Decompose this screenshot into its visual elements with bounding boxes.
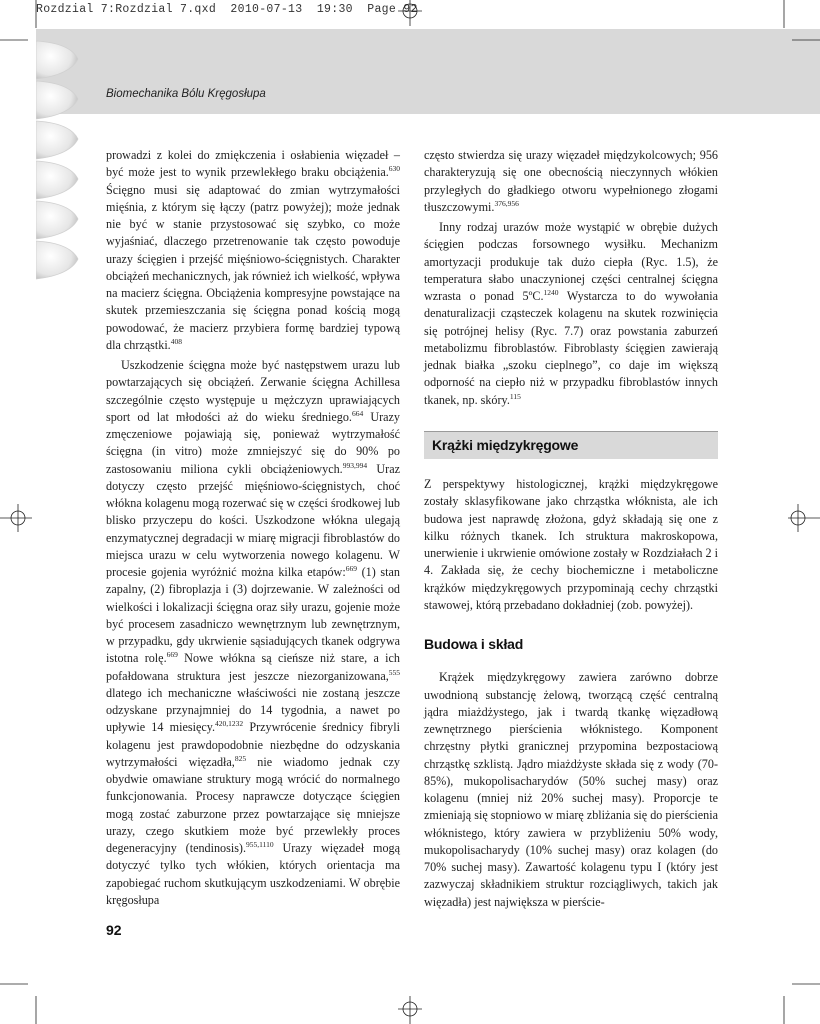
citation-reference: 115 (509, 391, 521, 401)
text-run: Wystarcza to do wywołania denaturalizacji cząsteczek kolagenu na skutek rozwinięcia się potrójnej helisy (Ryc. 7.7) oraz powstania zaburzeń metabolizmu fibroblastów. Fibroblasty ścięgien zawierają jednak białka „szoku cieplnego”, co daje im większą odporność na ciepło niż w przypadku fibroblastów innych tkanek, np. skóry. (424, 289, 718, 407)
citation-reference: 669 (345, 564, 357, 573)
text-run: Krążek międzykręgowy zawiera zarówno dobrze uwodnioną substancję żelową, tworzącą część centralną jądra miażdżystego, jak i twardą tkankę więzadłową zewnętrznego pierścienia włóknistego. Komponent chrzęstny płytki granicznej przypomina bezpostaciową chrząstkę szklistą. Jądro miażdżyste składa się z wody (70-85%), mukopolisacharydów (50% suchej masy) oraz kolagenu (mniej niż 20% suchej masy). Proporcje te zmieniają się stopniowo w miarę zbliżania się do pierścienia włóknistego, który zawiera w przybliżeniu 50% wody, mukopolisacharydy (10% suchej masy) oraz kolagen (do 70% suchej masy). Zawartość kolagenu typu I (który jest zazwyczaj składnikiem struktur rozciągliwych, takich jak więzadła) jest największa w pierście- (424, 670, 718, 909)
citation-reference: 825 (234, 753, 247, 763)
citation-reference: 408 (170, 336, 182, 346)
citation-reference: 555 (388, 667, 400, 677)
right-text-column (424, 147, 718, 911)
paragraph (106, 357, 400, 909)
section-intervertebral-discs-body (424, 476, 718, 614)
print-slug-line: Rozdzial 7:Rozdzial 7.qxd 2010-07-13 19:30 Page 92 (36, 3, 418, 16)
thumb-index-tabs (36, 29, 106, 299)
right-column-intro (424, 147, 718, 409)
citation-reference: 376,956 (494, 198, 519, 208)
text-run: Urazy więzadeł mogą dotyczyć tylko tych włókien, których orientacja ma zapobiegać ruchom skutkującym uszkodzeniami. W obrębie kręgosłupa (106, 841, 400, 907)
citation-reference: 955,1110 (246, 840, 274, 849)
section-heading-intervertebral-discs: Krążki międzykręgowe (424, 431, 718, 459)
text-run: (1) stan zapalny, (2) fibroplazja i (3) dojrzewanie. W zależności od wielkości i lokalizacji ścięgna oraz siły urazu, gojenie może być procesem zasadniczo wewnętrznym lub zewnętrznym, w przypadku, gdy ukrwienie sąsiadujących tkanek odgrywa istotna rolę. (106, 565, 400, 666)
text-run: Urazy zmęczeniowe pojawiają się, ponieważ wytrzymałość ścięgna (in vitro) może zmniejszyć się do 90% po zastosowaniu miliona cykli obciążeniowych. (106, 409, 400, 476)
section-structure-composition-body (424, 669, 718, 911)
citation-reference: 420,1232 (215, 719, 244, 729)
running-header-title: Biomechanika Bólu Kręgosłupa (106, 88, 266, 100)
text-run: Ścięgno musi się adaptować do zmian wytrzymałości mięśnia, z którym się łączy (patrz powyżej); może jednak nie być w stanie przystosować się szybko, co może wyjaśniać, dlaczego przetrenowanie tak często powoduje urazy ścięgien i przejść mięśniowo-ścięgnistych. Charakter obciążeń mechanicznych, jak również ich wielkość, wpływa na macierz ścięgna. Obciążenia kompresyjne powstające na skutek przemieszczania się ścięgna ponad kością mogą powodować, że macierz przybiera formę bardziej typową dla chrząstki. (106, 182, 400, 352)
text-run: Z perspektywy histologicznej, krążki międzykręgowe zostały sklasyfikowane jako chrząstka włóknista, ale ich budowa jest naprawdę złożona, gdyż składają się one z kilku różnych tkanek. Ich struktura makroskopowa, unerwienie i ukrwienie omówione zostały w Rozdziałach 2 i 4. Zakłada się, że cechy biochemiczne i metaboliczne krążków międzykręgowych przypominają cechy chrząstki stawowej, którą przebadano dokładniej (zob. powyżej). (424, 477, 718, 612)
page-number: 92 (106, 922, 122, 938)
citation-reference: 669 (166, 650, 178, 660)
paragraph (106, 147, 400, 354)
citation-reference: 993,994 (342, 460, 368, 470)
text-run: Uraz dotyczy często przejść mięśniowo-ścięgnistych, choć włókna kolagenu mogą rozerwać się w części środkowej lub blisko przyczepu do kości. Uszkodzone włókna ulegają enzymatycznej degradacji w miarę migracji fibroblastów do miejsca urazu w celu wytworzenia nowego kolagenu. W procesie gojenia wyróżnić można kilka etapów: (106, 461, 401, 579)
citation-reference: 664 (351, 408, 364, 418)
left-text-column (106, 147, 400, 909)
running-header-band (36, 29, 820, 114)
citation-reference: 630 (388, 164, 400, 174)
text-run: prowadzi z kolei do zmiękczenia i osłabienia więzadeł – być może jest to wynik przewlekłego braku obciążenia. (106, 148, 400, 180)
text-run: dlatego ich mechaniczne właściwości nie zostaną jeszcze odzyskane przynajmniej do 14 tygodnia, a nawet po upływie 14 miesięcy. (106, 685, 400, 735)
text-run: często stwierdza się urazy więzadeł międzykolcowych; 956 charakteryzują się one obecnością nieczynnych włókien przyległych do gładkiego otworu wypełnionego złogami tłuszczowymi. (424, 148, 718, 214)
text-run: Uszkodzenie ścięgna może być następstwem urazu lub powtarzających się obciążeń. Zerwanie ścięgna Achillesa szczególnie często występuje u mężczyzn uprawiających sport od lat młodości aż do wieku średniego. (106, 358, 400, 424)
text-run: Nowe włókna są cieńsze niż stare, a ich pofałdowana struktura jest jeszcze niezorganizowana, (106, 651, 400, 683)
text-run: Przywrócenie średnicy fibryli kolagenu jest prawdopodobnie niezbędne do odzyskania wytrzymałości więzadła, (106, 720, 400, 769)
citation-reference: 1240 (543, 288, 559, 297)
text-run: nie wiadomo jednak czy obydwie omawiane struktury mogą wrócić do normalnego funkcjonowania. Procesy naprawcze dotyczące ścięgien mogą zostać zaburzone przez powtarzające się mniejsze urazy, czego skutkiem może być przewlekły proces degeneracyjny (tendinosis). (106, 754, 400, 855)
paragraph (424, 219, 718, 409)
section-heading-structure-composition: Budowa i skład (424, 636, 524, 652)
paragraph (424, 476, 718, 614)
paragraph (424, 669, 718, 911)
paragraph (424, 147, 718, 216)
text-run: Inny rodzaj urazów może wystąpić w obrębie dużych ścięgien podczas forsownego wysiłku. Mechanizm amortyzacji produkuje tak dużo ciepła (Ryc. 1.5), że temperatura słabo unaczynionej części centralnej ścięgna wzrasta o ponad 5ºC. (424, 220, 718, 303)
